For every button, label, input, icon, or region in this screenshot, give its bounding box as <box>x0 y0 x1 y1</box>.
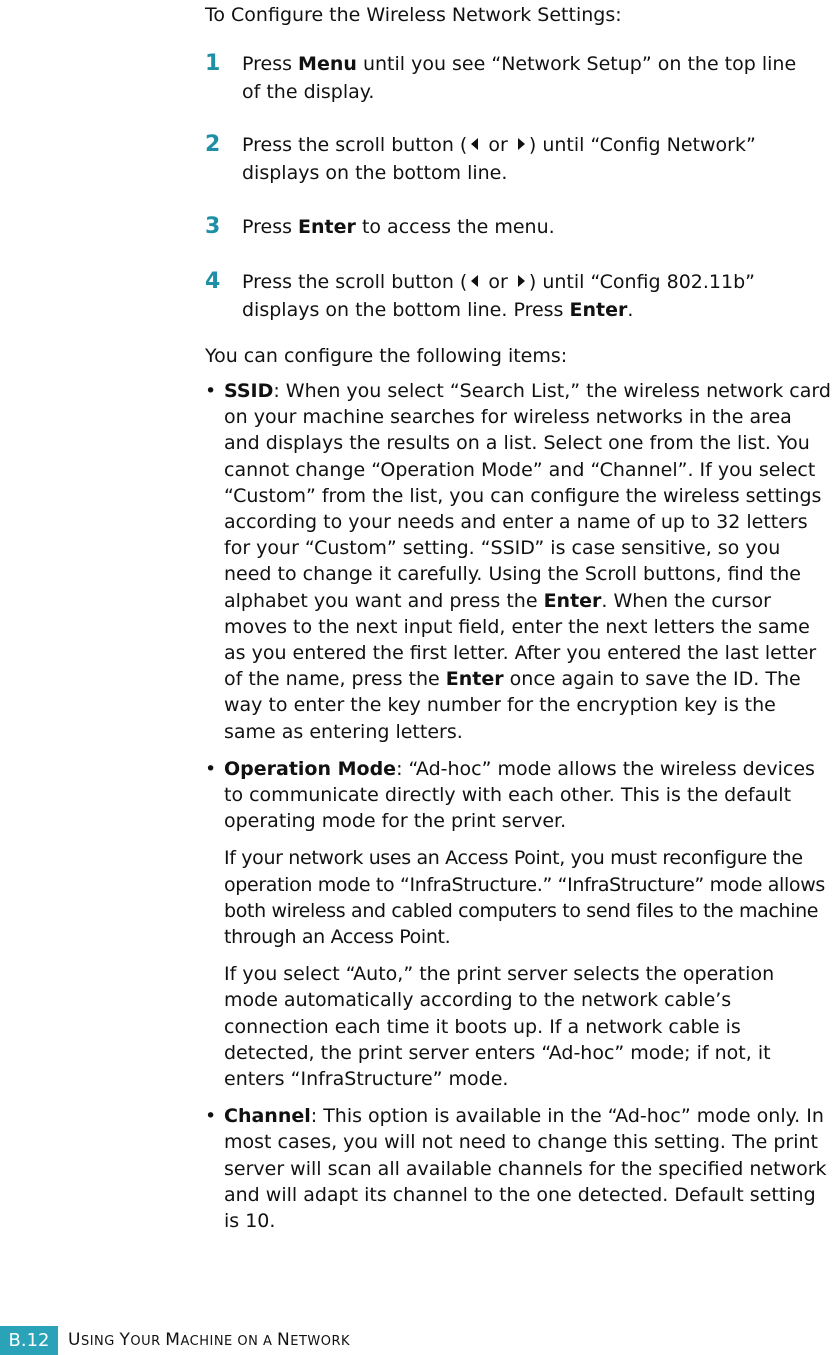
step-3 <box>205 213 805 241</box>
step-2 <box>205 131 805 187</box>
step-number: 2 <box>205 132 221 157</box>
page-footer <box>0 1326 833 1355</box>
step-number: 4 <box>205 269 221 294</box>
section-heading: To Configure the Wireless Network Settings: <box>205 4 622 26</box>
step-text: Press the scroll button ( or ) until “Config Network” displays on the bottom line. <box>242 134 756 184</box>
step-1 <box>205 50 805 106</box>
page-number: B.12 <box>0 1326 58 1355</box>
step-text: Press Enter to access the menu. <box>242 216 555 238</box>
list-item-ssid: • SSID: When you select “Search List,” the wireless network card on your machine searches for wireless networks in the area and displays the results on a list. Select one from the list. You cannot change “Operation Mode” and “Channel”. If you select “Custom” from the list, you can configure the wireless settings according to your needs and enter a name of up to 32 letters for your “Custom” setting. “SSID” is case sensitive, so you need to change it carefully. Using the Scroll buttons, find the alphabet you want and press the Enter. When the cursor moves to the next input field, enter the next letters the same as you entered the first letter. After you entered the last letter of the name, press the Enter once again to save the ID. The way to enter the key number for the encryption key is the same as entering letters. <box>205 380 831 743</box>
scroll-left-icon <box>471 138 478 150</box>
paragraph: Operation Mode: “Ad-hoc” mode allows the wireless devices to communicate directly with each other. This is the default operating mode for the print server. <box>224 757 815 833</box>
step-text: Press the scroll button ( or ) until “Config 802.11b” displays on the bottom line. Press Enter. <box>242 271 756 321</box>
lead-text: You can configure the following items: <box>205 345 568 367</box>
step-number: 1 <box>205 51 221 76</box>
scroll-right-icon <box>518 138 525 150</box>
list-item-channel: • Channel: This option is available in the “Ad-hoc” mode only. In most cases, you will not need to change this setting. The print server will scan all available channels for the specified network and will adapt its channel to the one detected. Default setting is 10. <box>205 1105 827 1233</box>
running-header: USING YOUR MACHINE ON A NETWORK <box>68 1330 351 1350</box>
bullet-icon: • <box>205 380 217 402</box>
paragraph: If you select “Auto,” the print server selects the operation mode automatically according to the network cable’s connection each time it boots up. If a network cable is detected, the print server enters “Ad-hoc” mode; if not, it enters “InfraStructure” mode. <box>224 963 775 1091</box>
step-text: Press Menu until you see “Network Setup” on the top line of the display. <box>242 53 797 103</box>
options-list <box>205 378 833 1245</box>
list-item-operation-mode <box>205 756 833 1092</box>
bullet-icon: • <box>205 1105 217 1128</box>
step-4 <box>205 268 805 324</box>
paragraph: If your network uses an Access Point, you must reconfigure the operation mode to “InfraStructure.” “InfraStructure” mode allows both wireless and cabled computers to send files to the machine through an Access Point. <box>224 847 825 949</box>
scroll-right-icon <box>518 275 525 287</box>
bullet-icon: • <box>205 757 217 780</box>
step-number: 3 <box>205 214 221 239</box>
scroll-left-icon <box>471 275 478 287</box>
